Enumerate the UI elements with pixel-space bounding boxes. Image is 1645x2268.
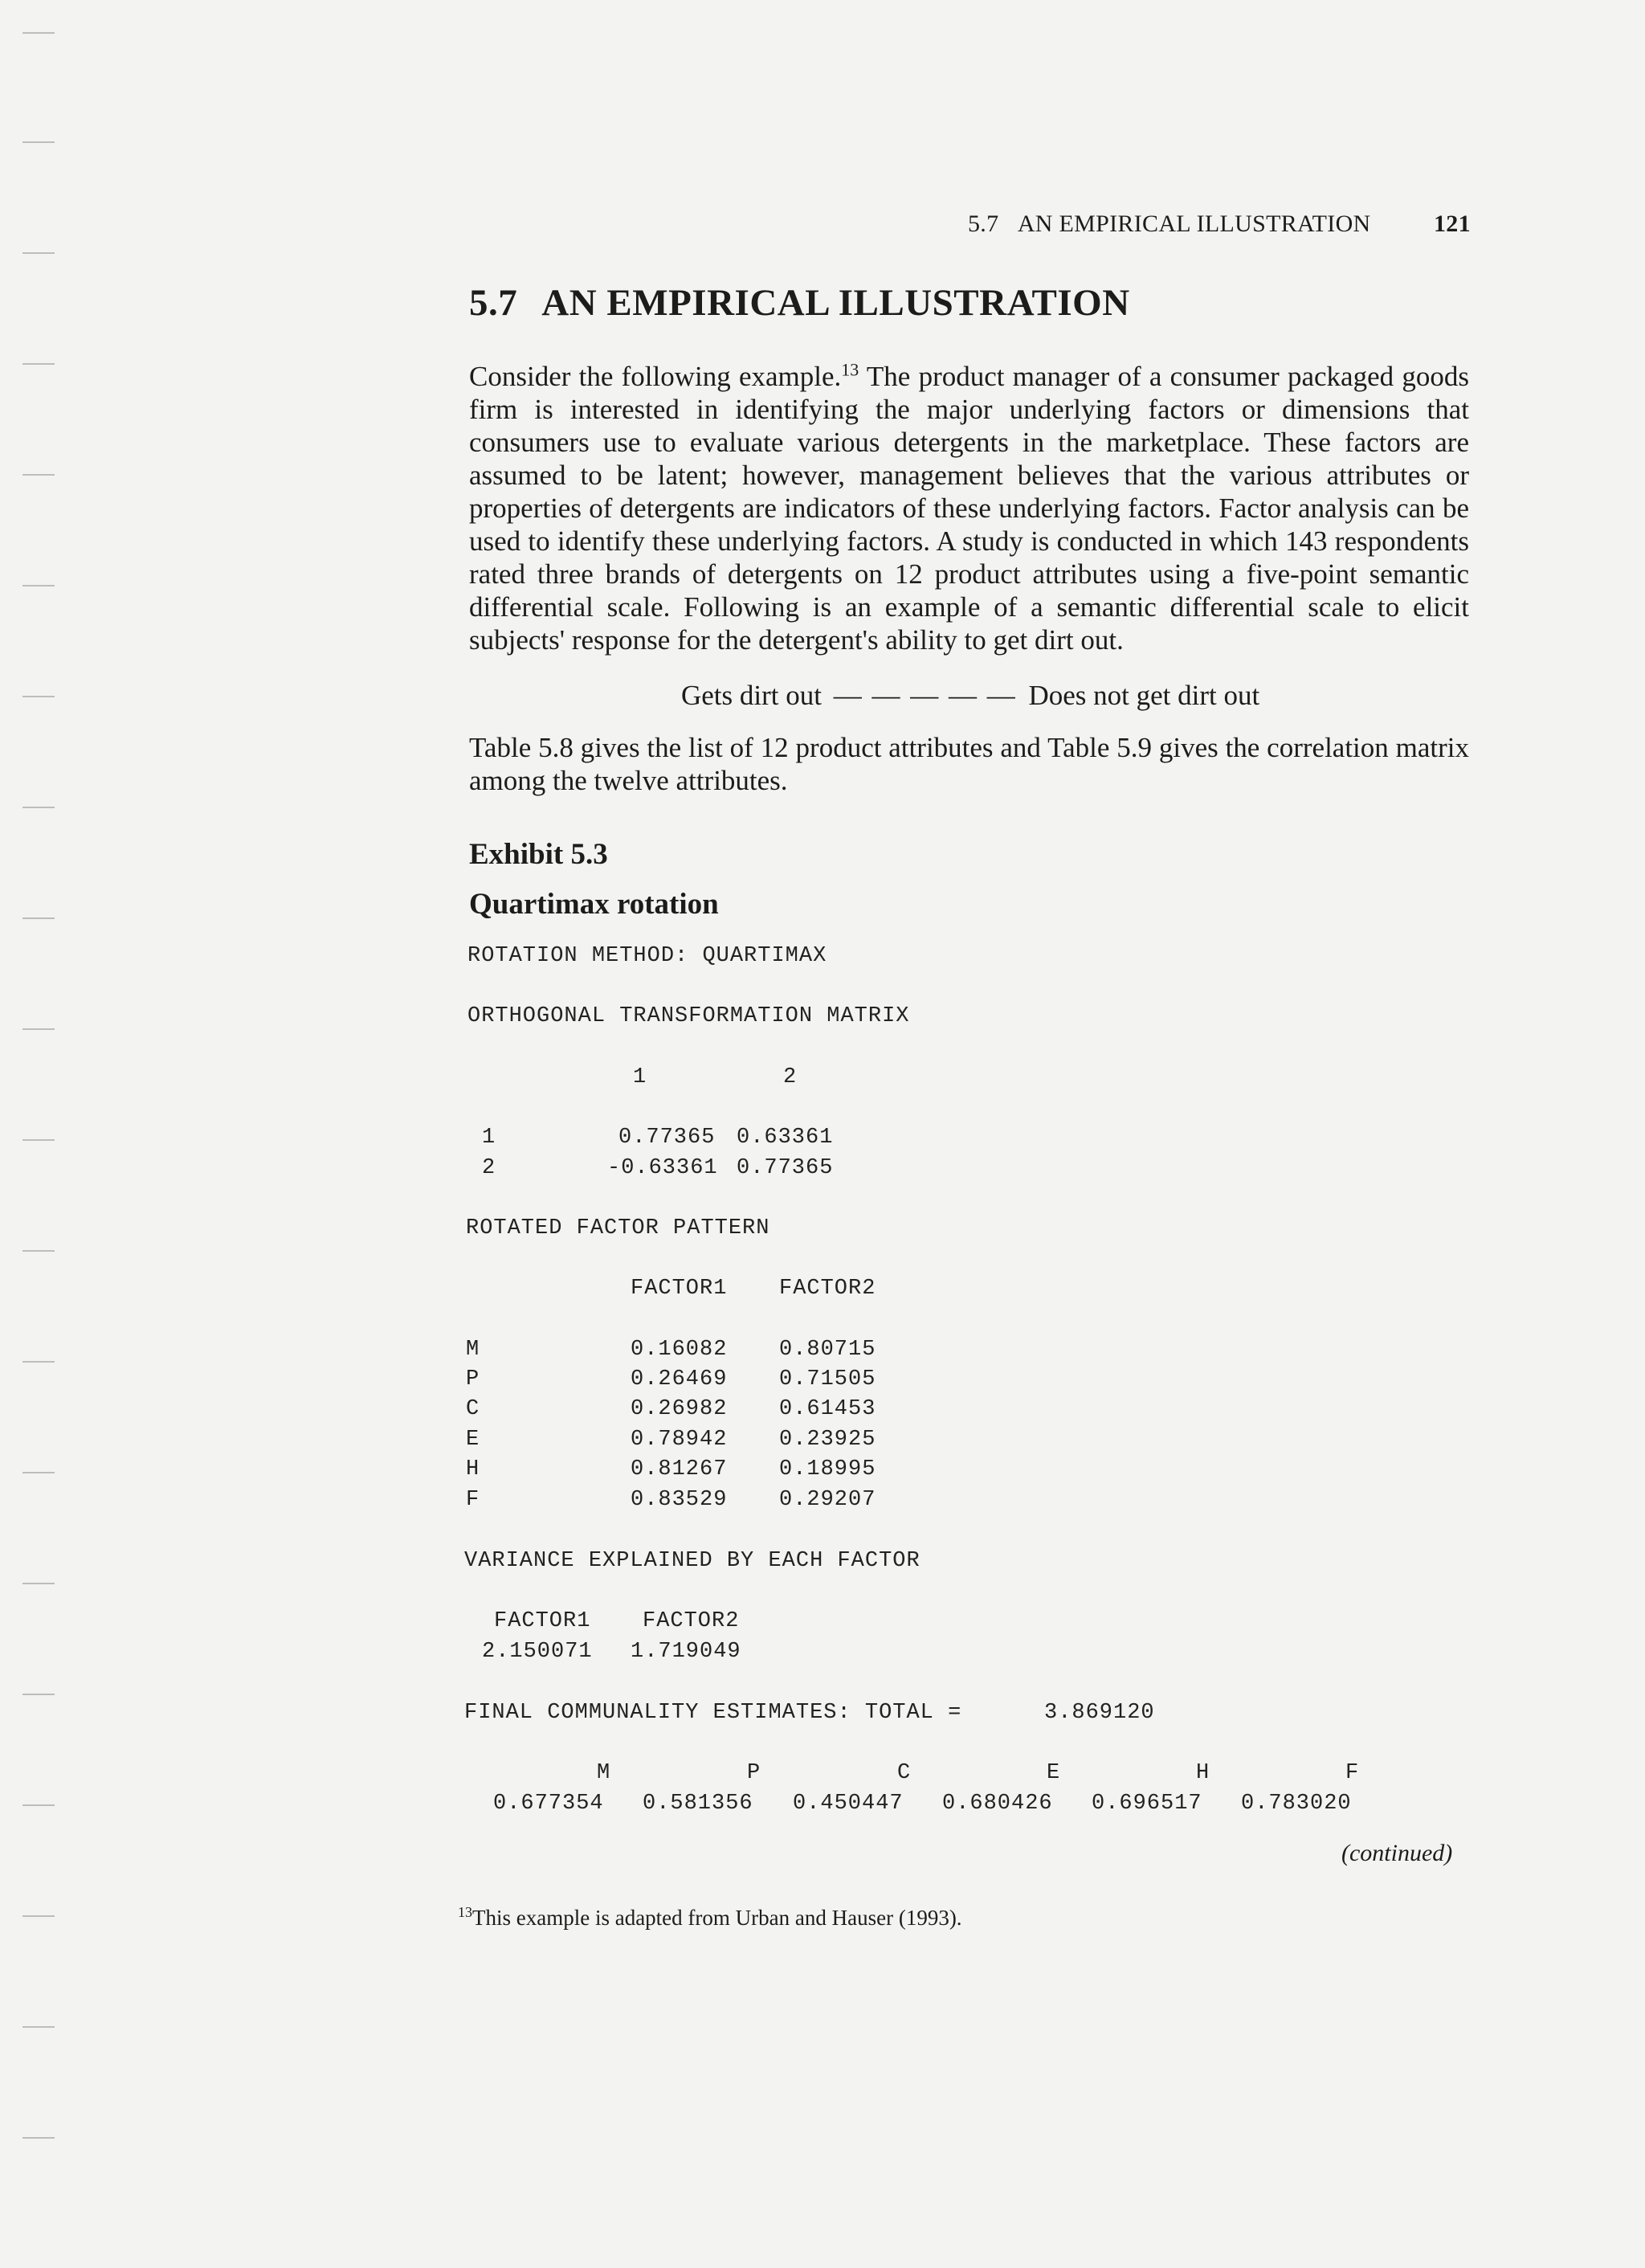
otm-col-header: 2 — [783, 1065, 798, 1089]
scale-right-label: Does not get dirt out — [1028, 680, 1260, 711]
communality-value: 0.696517 — [1092, 1792, 1202, 1816]
rfp-cell: 0.61453 — [779, 1397, 876, 1421]
rotation-method-line: ROTATION METHOD: QUARTIMAX — [467, 944, 827, 968]
communality-total: 3.869120 — [1044, 1701, 1155, 1725]
scale-dashes: — — — — — — [833, 680, 1017, 711]
section-title-text: AN EMPIRICAL ILLUSTRATION — [541, 282, 1130, 324]
otm-col-header: 1 — [633, 1065, 647, 1089]
communality-value: 0.450447 — [793, 1792, 904, 1816]
paragraph-tables: Table 5.8 gives the list of 12 product attributes and Table 5.9 gives the correlation matrix among the twelve attributes. — [469, 732, 1469, 796]
communality-title: FINAL COMMUNALITY ESTIMATES: TOTAL = — [464, 1701, 962, 1725]
communality-col-header: C — [897, 1761, 912, 1785]
rfp-cell: 0.83529 — [631, 1488, 728, 1512]
rfp-row-label: C — [466, 1397, 480, 1421]
variance-col-header: FACTOR2 — [643, 1609, 740, 1633]
communality-col-header: F — [1345, 1761, 1360, 1785]
section-number: 5.7 — [469, 282, 518, 324]
communality-col-header: E — [1047, 1761, 1061, 1785]
communality-col-header: M — [597, 1761, 611, 1785]
rfp-cell: 0.26469 — [631, 1367, 728, 1391]
rfp-cell: 0.23925 — [779, 1428, 876, 1452]
rfp-cell: 0.78942 — [631, 1428, 728, 1452]
communality-value: 0.581356 — [643, 1792, 753, 1816]
exhibit-label: Exhibit 5.3 — [469, 838, 608, 871]
paragraph-intro — [469, 360, 1469, 656]
rfp-cell: 0.71505 — [779, 1367, 876, 1391]
variance-value: 2.150071 — [482, 1640, 593, 1664]
variance-col-header: FACTOR1 — [494, 1609, 591, 1633]
footnote-text: This example is adapted from Urban and Hauser (1993). — [472, 1906, 962, 1930]
rfp-cell: 0.81267 — [631, 1457, 728, 1481]
page-binding-edge — [22, 0, 55, 2268]
exhibit-title: Quartimax rotation — [469, 888, 719, 921]
running-head — [968, 210, 1471, 238]
footnote-mark: 13 — [458, 1904, 472, 1920]
variance-value: 1.719049 — [631, 1640, 741, 1664]
rfp-row-label: E — [466, 1428, 480, 1452]
rfp-cell: 0.29207 — [779, 1488, 876, 1512]
semantic-scale-example — [681, 680, 1259, 712]
footnote — [458, 1906, 962, 1931]
rfp-cell: 0.26982 — [631, 1397, 728, 1421]
footnote-ref: 13 — [841, 359, 859, 380]
paragraph-intro-rest: The product manager of a consumer packaged goods firm is interested in identifying the major underlying factors or dimensions that consumers use to evaluate various detergents in the marketplace. These factors are assumed to be latent; however, management believes that the various attributes or properties of detergents are indicators of these underlying factors. Factor analysis can be used to identify these underlying factors. A study is conducted in which 143 respondents rated three brands of detergents on 12 product attributes using a five-point semantic differential scale. Following is an example of a semantic differential scale to elicit subjects' response for the detergent's ability to get dirt out. — [469, 361, 1469, 656]
otm-cell: 0.63361 — [737, 1126, 834, 1150]
running-head-section: 5.7 — [968, 210, 999, 237]
rfp-row-label: H — [466, 1457, 480, 1481]
rfp-cell: 0.80715 — [779, 1338, 876, 1362]
otm-row-label: 2 — [482, 1156, 496, 1180]
otm-title: ORTHOGONAL TRANSFORMATION MATRIX — [467, 1004, 910, 1028]
rfp-cell: 0.18995 — [779, 1457, 876, 1481]
otm-cell: 0.77365 — [618, 1126, 716, 1150]
rfp-cell: 0.16082 — [631, 1338, 728, 1362]
communality-value: 0.677354 — [493, 1792, 604, 1816]
communality-col-header: P — [747, 1761, 761, 1785]
rfp-title: ROTATED FACTOR PATTERN — [466, 1216, 770, 1240]
rfp-row-label: M — [466, 1338, 480, 1362]
otm-cell: 0.77365 — [737, 1156, 834, 1180]
rfp-col-header: FACTOR1 — [631, 1277, 728, 1301]
communality-value: 0.680426 — [942, 1792, 1053, 1816]
rfp-row-label: F — [466, 1488, 480, 1512]
running-head-title: AN EMPIRICAL ILLUSTRATION — [1017, 210, 1371, 237]
scale-left-label: Gets dirt out — [681, 680, 822, 711]
page-number: 121 — [1434, 210, 1471, 237]
otm-cell: -0.63361 — [607, 1156, 718, 1180]
section-title — [469, 281, 1130, 325]
variance-title: VARIANCE EXPLAINED BY EACH FACTOR — [464, 1549, 920, 1573]
rfp-col-header: FACTOR2 — [779, 1277, 876, 1301]
communality-value: 0.783020 — [1241, 1792, 1352, 1816]
otm-row-label: 1 — [482, 1126, 496, 1150]
communality-col-header: H — [1196, 1761, 1210, 1785]
paragraph-intro-start: Consider the following example. — [469, 361, 842, 392]
continued-note: (continued) — [1341, 1840, 1453, 1866]
rfp-row-label: P — [466, 1367, 480, 1391]
